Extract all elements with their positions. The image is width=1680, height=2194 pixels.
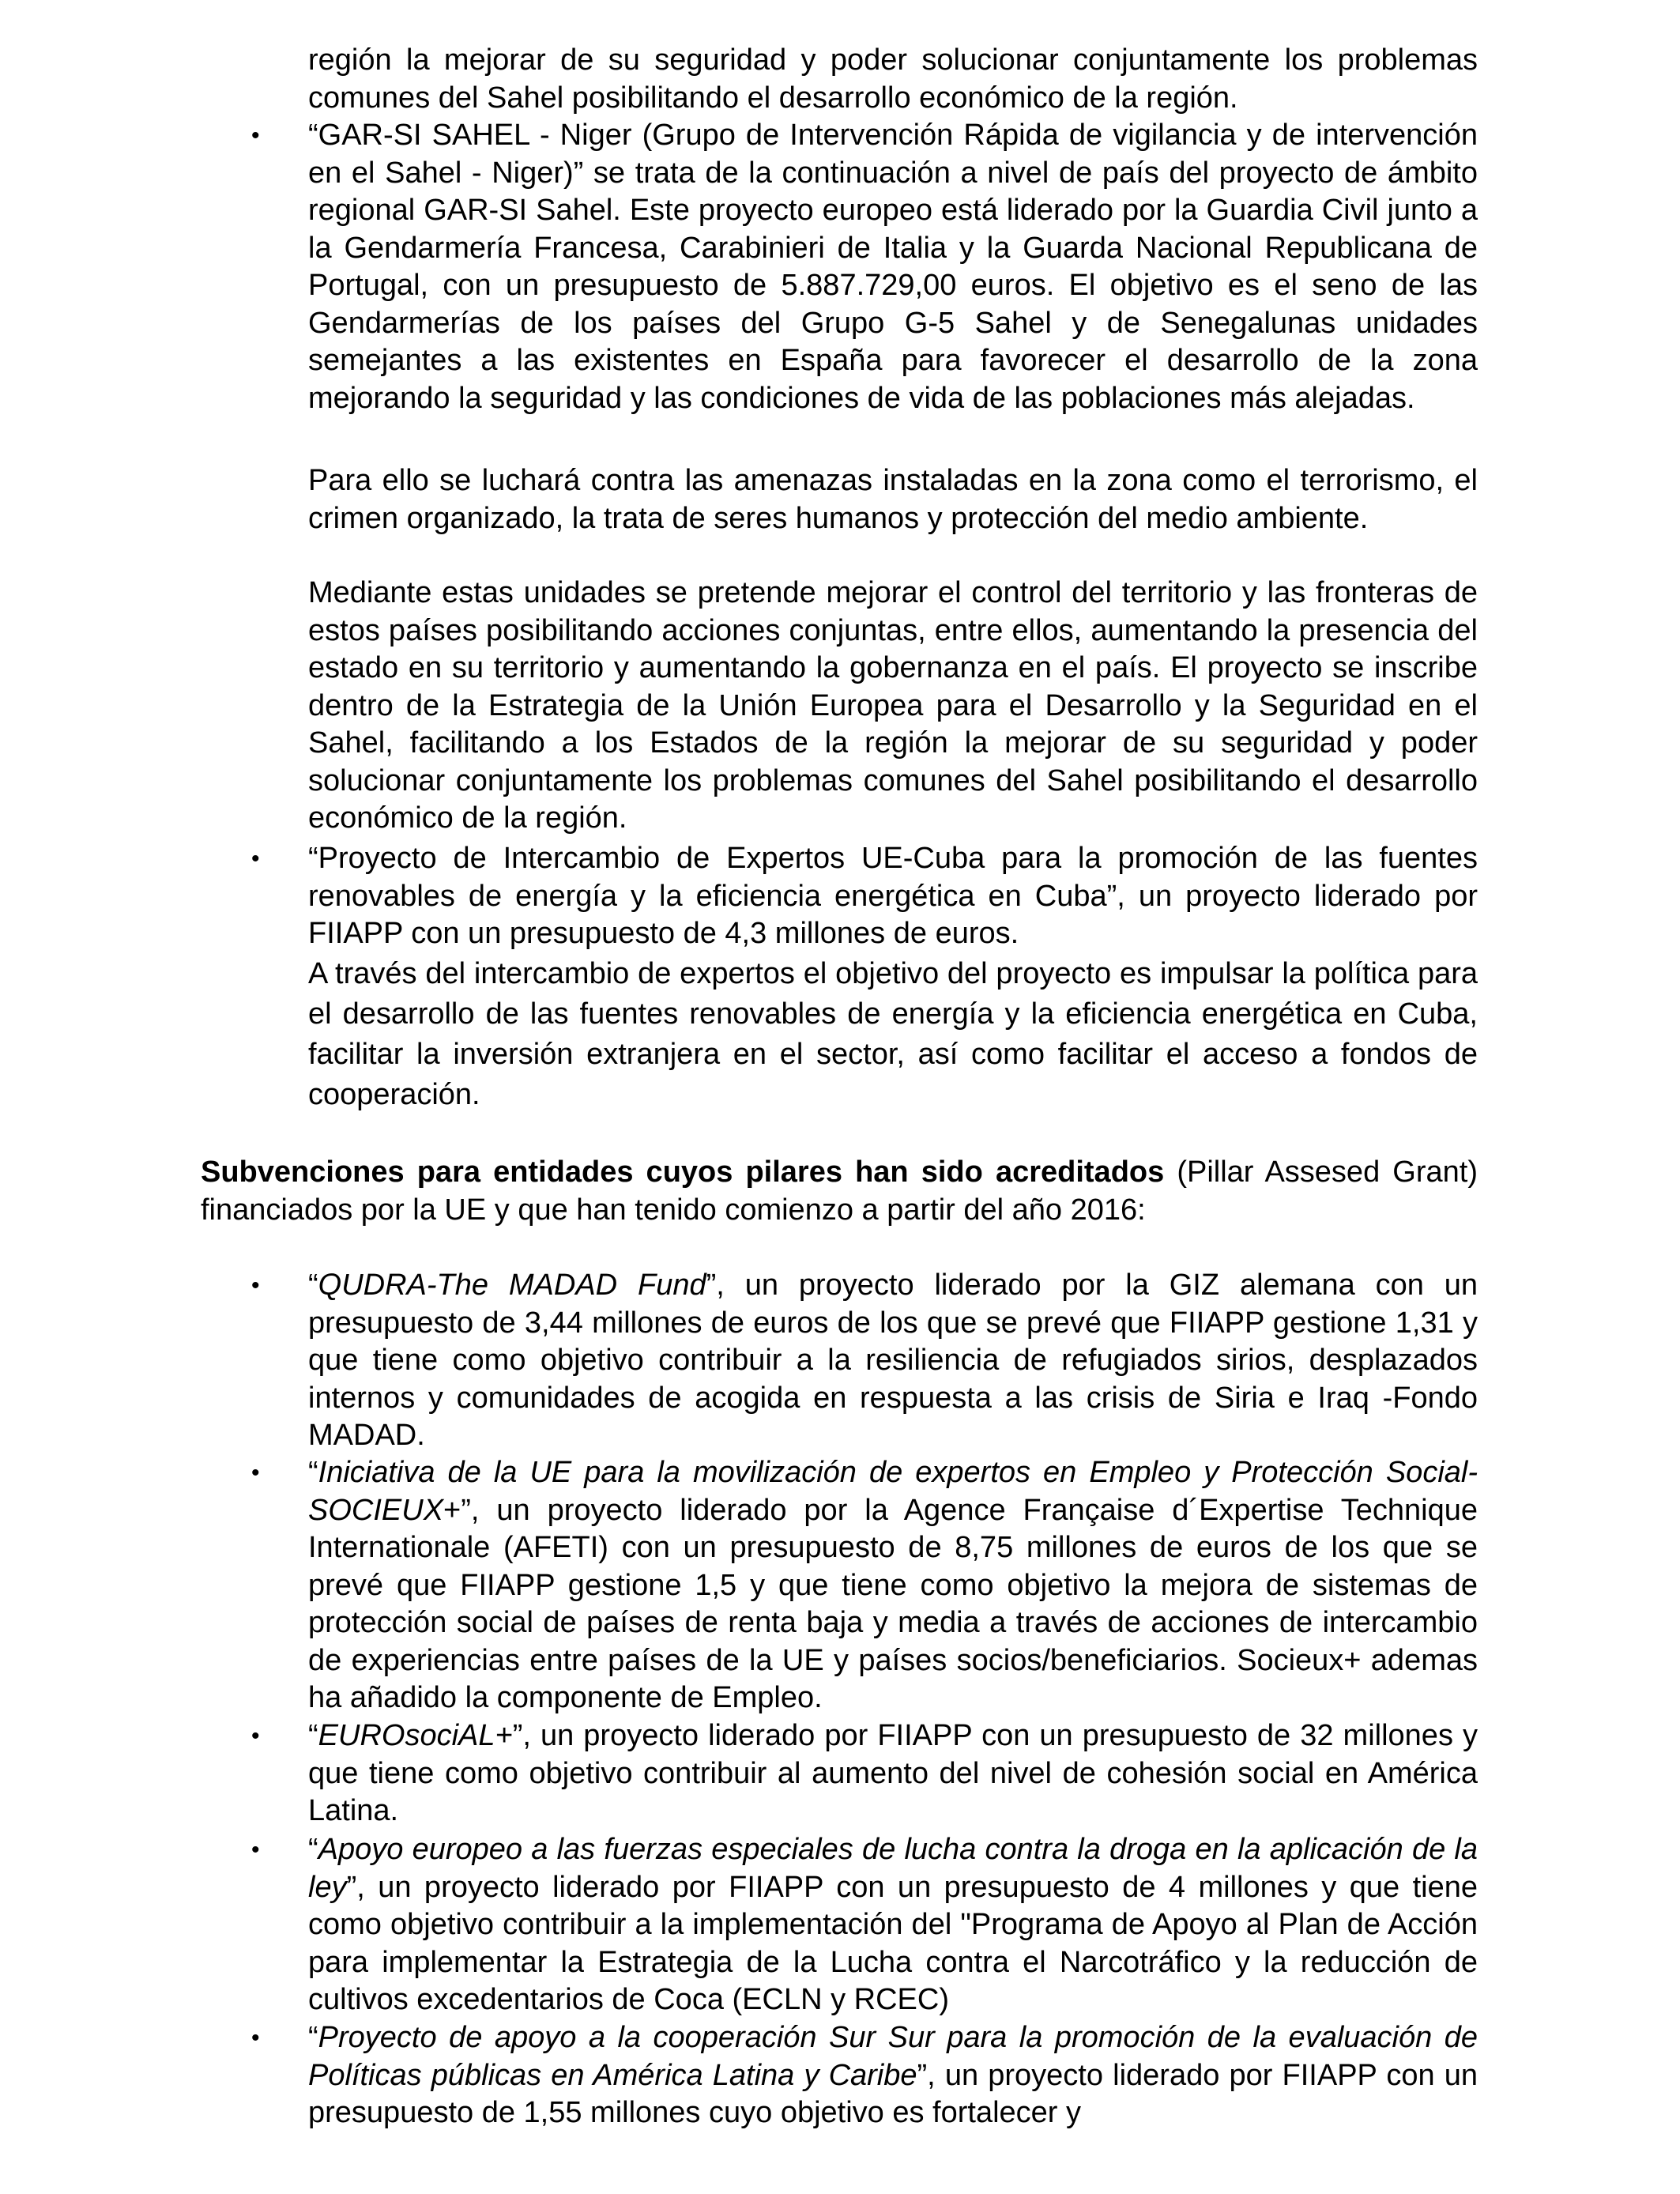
item-title: QUDRA-The MADAD Fund [318, 1269, 706, 1302]
bullet-icon: • [251, 2025, 260, 2051]
quote-open: “ [308, 2021, 318, 2054]
intro-paragraph: región la mejorar de su seguridad y poder solucionar conjuntamente los problemas comunes del Sahel posibilitando el desarrollo económico de la región. [308, 43, 1478, 115]
item-body: ”, un proyecto liderado por FIIAPP con un presupuesto de 1,55 millones cuyo objetivo es fortalecer y [308, 2058, 1478, 2129]
cuba-paragraph-2: A través del intercambio de expertos el objetivo del proyecto es impulsar la política para el desarrollo de las fuentes renovables de energía y la eficiencia energética en Cuba, facilitar la inversión extranjera en el sector, así como facilitar el acceso a fondos de cooperación. [308, 957, 1478, 1111]
garsi-paragraph-1: “GAR-SI SAHEL - Niger (Grupo de Intervención Rápida de vigilancia y de intervención en el Sahel - Niger)” se trata de la continuación a nivel de país del proyecto de ámbito regional GAR-SI Sahel. Este proyecto europeo está liderado por la Guardia Civil junto a la Gendarmería Francesa, Carabinieri de Italia y la Guarda Nacional Republicana de Portugal, con un presupuesto de 5.887.729,00 euros. El objetivo es el seno de las Gendarmerías de los países del Grupo G-5 Sahel y de Senegalunas unidades semejantes a las existentes en España para favorecer el desarrollo de la zona mejorando la seguridad y las condiciones de vida de las poblaciones más alejadas. [308, 119, 1478, 415]
item-body: ”, un proyecto liderado por FIIAPP con un presupuesto de 4 millones y que tiene como objetivo contribuir a la implementación del "Programa de Apoyo al Plan de Acción para implementar la Estrategia de la Lucha contra el Narcotráfico y la reducción de cultivos excedentarios de Coca (ECLN y RCEC) [308, 1870, 1478, 2016]
garsi-paragraph-2: Para ello se luchará contra las amenazas instaladas en la zona como el terrorismo, el crimen organizado, la trata de seres humanos y protección del medio ambiente. [308, 464, 1478, 535]
list-item-eurosocial [308, 1717, 1478, 1830]
list-item-socieux [308, 1454, 1478, 1717]
list-item-sur-sur [308, 2019, 1478, 2132]
item-body: ”, un proyecto liderado por la GIZ alemana con un presupuesto de 3,44 millones de euros de los que se prevé que FIIAPP gestione 1,31 y que tiene como objetivo contribuir a la resiliencia de refugiados sirios, desplazados internos y comunidades de acogida en respuesta a las crisis de Siria e Iraq -Fondo MADAD. [308, 1269, 1478, 1452]
item-body: ”, un proyecto liderado por FIIAPP con un presupuesto de 32 millones y que tiene como objetivo contribuir al aumento del nivel de cohesión social en América Latina. [308, 1719, 1478, 1827]
bullet-icon: • [251, 1837, 260, 1863]
cuba-paragraph-1: “Proyecto de Intercambio de Expertos UE-Cuba para la promoción de las fuentes renovables de energía y la eficiencia energética en Cuba”, un proyecto liderado por FIIAPP con un presupuesto de 4,3 millones de euros. [308, 842, 1478, 950]
bullet-icon: • [251, 123, 260, 149]
list-item-drogas [308, 1831, 1478, 2019]
bullet-icon: • [251, 1723, 260, 1749]
garsi-paragraph-3: Mediante estas unidades se pretende mejorar el control del territorio y las fronteras de estos países posibilitando acciones conjuntas, entre ellos, aumentando la presencia del estado en su territorio y aumentando la gobernanza en el país. El proyecto se inscribe dentro de la Estrategia de la Unión Europea para el Desarrollo y la Seguridad en el Sahel, facilitando a los Estados de la región la mejorar de su seguridad y poder solucionar conjuntamente los problemas comunes del Sahel posibilitando el desarrollo económico de la región. [308, 576, 1478, 835]
item-body: +”, un proyecto liderado por la Agence Française d´Expertise Technique Internationale (AFETI) con un presupuesto de 8,75 millones de euros de los que se prevé que FIIAPP gestione 1,5 y que tiene como objetivo la mejora de sistemas de protección social de países de renta baja y media a través de acciones de intercambio de experiencias entre países de la UE y países socios/beneficiarios. Socieux+ ademas ha añadido la componente de Empleo. [308, 1493, 1478, 1714]
item-title: Iniciativa de la UE para la movilización de expertos en Empleo y Protección Social- SOCIEUX [308, 1456, 1478, 1527]
quote-open: “ [308, 1269, 318, 1302]
item-title: EUROsociAL+ [318, 1719, 513, 1752]
bullet-icon: • [251, 1460, 260, 1486]
section-heading-rest: (Pillar Assesed Grant) financiados por la UE y que han tenido comienzo a partir del año 2016: [201, 1155, 1478, 1227]
bullet-icon: • [251, 1272, 260, 1299]
bullet-icon: • [251, 846, 260, 872]
section-heading-bold: Subvenciones para entidades cuyos pilares han sido acreditados [201, 1155, 1165, 1189]
list-item-qudra [308, 1267, 1478, 1455]
section-heading [201, 1154, 1478, 1229]
quote-open: “ [308, 1833, 318, 1866]
quote-open: “ [308, 1719, 318, 1752]
item-title: Apoyo europeo a las fuerzas especiales de lucha contra la droga en la aplicación de la ley [308, 1833, 1478, 1904]
quote-open: “ [308, 1456, 318, 1489]
item-title: Proyecto de apoyo a la cooperación Sur Sur para la promoción de la evaluación de Políticas públicas en América Latina y Caribe [308, 2021, 1478, 2092]
